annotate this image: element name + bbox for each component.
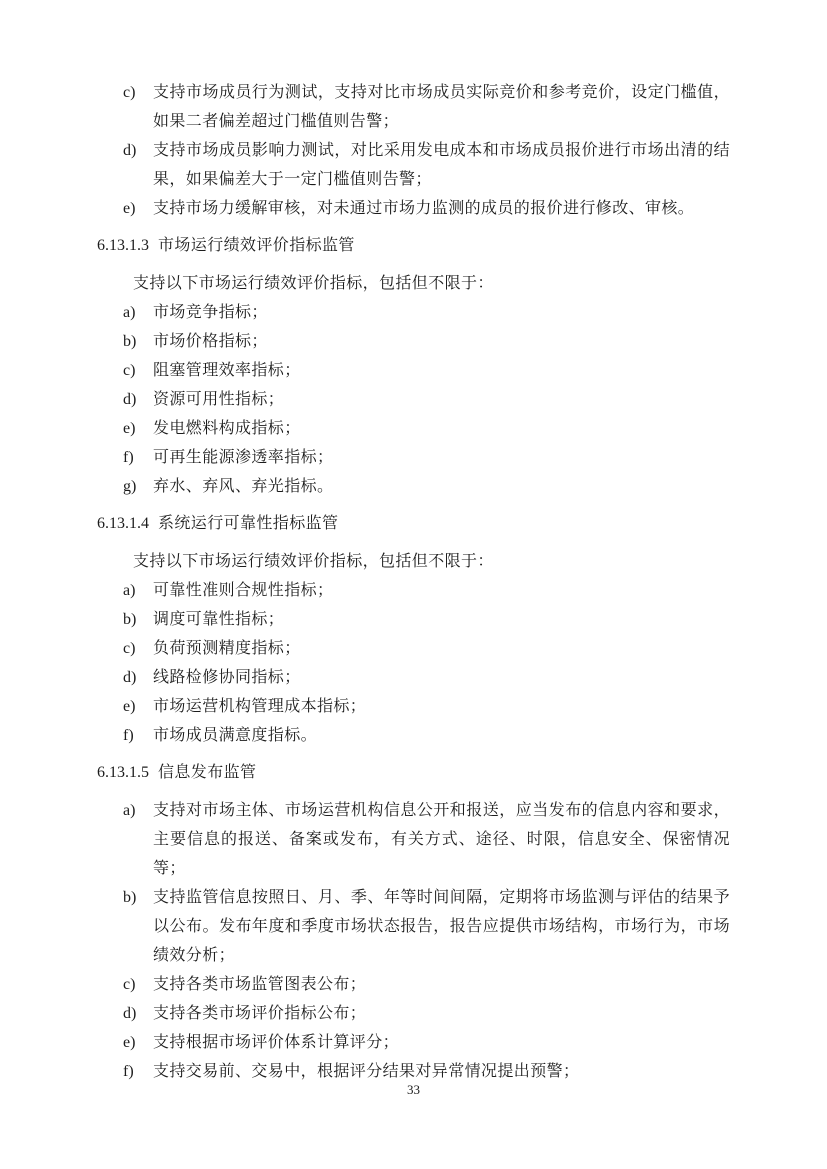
- list-item: [97, 472, 730, 501]
- list-item-text: 支持各类市场监管图表公布；: [153, 976, 367, 993]
- list-item: [97, 1028, 730, 1057]
- list-item: [97, 634, 730, 663]
- list-item-text: 市场价格指标；: [153, 333, 268, 350]
- list-item: [97, 414, 730, 443]
- list-item-marker: d): [123, 391, 137, 408]
- list-item: [97, 385, 730, 414]
- list-item-marker: e): [123, 698, 136, 715]
- list-item-marker: b): [123, 889, 137, 906]
- section-number: 6.13.1.5: [97, 764, 149, 781]
- section-number: 6.13.1.3: [97, 237, 149, 254]
- list-item-text: 支持各类市场评价指标公布；: [153, 1005, 367, 1022]
- list-item-marker: f): [123, 1063, 134, 1080]
- list-item-text: 发电燃料构成指标；: [153, 420, 301, 437]
- list-item-text: 支持市场成员行为测试，支持对比市场成员实际竞价和参考竞价，设定门槛值，如果二者偏差超过门槛值则告警；: [153, 84, 730, 130]
- list-item-text: 线路检修协同指标；: [153, 669, 301, 686]
- list-item-marker: e): [123, 200, 136, 217]
- list-item-marker: f): [123, 449, 134, 466]
- section-6-13-1-4: [97, 509, 730, 750]
- list-item-text: 弃水、弃风、弃光指标。: [153, 478, 334, 495]
- section-heading: [97, 231, 730, 260]
- list-item: [97, 194, 730, 223]
- list-item: [97, 576, 730, 605]
- page-content: [97, 78, 730, 1086]
- list-item-marker: b): [123, 611, 137, 628]
- list-item: [97, 663, 730, 692]
- list-item-marker: c): [123, 976, 136, 993]
- list-item-marker: f): [123, 727, 134, 744]
- list-item-marker: g): [123, 478, 137, 495]
- list-item-text: 负荷预测精度指标；: [153, 640, 301, 657]
- list-item-marker: c): [123, 84, 136, 101]
- list-item-text: 阻塞管理效率指标；: [153, 362, 301, 379]
- list-item: [97, 721, 730, 750]
- section-heading: [97, 758, 730, 787]
- list-item-text: 可再生能源渗透率指标；: [153, 449, 334, 466]
- list-item-marker: d): [123, 1005, 137, 1022]
- section-list: [97, 298, 730, 501]
- list-item-marker: b): [123, 333, 137, 350]
- list-item-text: 调度可靠性指标；: [153, 611, 285, 628]
- list-item: [97, 796, 730, 883]
- list-item-text: 支持市场力缓解审核，对未通过市场力监测的成员的报价进行修改、审核。: [153, 200, 695, 217]
- list-continued: [97, 78, 730, 223]
- list-item-marker: d): [123, 142, 137, 159]
- section-list: [97, 796, 730, 1086]
- list-item: [97, 605, 730, 634]
- list-item-marker: e): [123, 1034, 136, 1051]
- list-item-marker: a): [123, 802, 136, 819]
- list-item-marker: c): [123, 640, 136, 657]
- section-intro: 支持以下市场运行绩效评价指标，包括但不限于：: [133, 553, 494, 570]
- section-intro: 支持以下市场运行绩效评价指标，包括但不限于：: [133, 275, 494, 292]
- list-item-text: 资源可用性指标；: [153, 391, 285, 408]
- list-item-text: 市场运营机构管理成本指标；: [153, 698, 367, 715]
- list-item-text: 市场竞争指标；: [153, 304, 268, 321]
- list-item-marker: d): [123, 669, 137, 686]
- section-title: 系统运行可靠性指标监管: [158, 515, 339, 532]
- list-item-marker: a): [123, 304, 136, 321]
- list-item-text: 支持市场成员影响力测试，对比采用发电成本和市场成员报价进行市场出清的结果，如果偏差大于一定门槛值则告警；: [153, 142, 730, 188]
- list-item-marker: c): [123, 362, 136, 379]
- list-item-text: 支持交易前、交易中，根据评分结果对异常情况提出预警；: [153, 1063, 580, 1080]
- list-item: [97, 970, 730, 999]
- list-item: [97, 692, 730, 721]
- list-item-text: 市场成员满意度指标。: [153, 727, 318, 744]
- list-item: [97, 298, 730, 327]
- list-item: [97, 999, 730, 1028]
- list-item: [97, 443, 730, 472]
- section-6-13-1-5: [97, 758, 730, 1086]
- section-heading: [97, 509, 730, 538]
- section-number: 6.13.1.4: [97, 515, 149, 532]
- list-item-text: 支持根据市场评价体系计算评分；: [153, 1034, 400, 1051]
- list-item-text: 支持监管信息按照日、月、季、年等时间间隔，定期将市场监测与评估的结果予以公布。发布年度和季度市场状态报告，报告应提供市场结构，市场行为，市场绩效分析；: [153, 889, 730, 964]
- list-item: [97, 327, 730, 356]
- list-item-text: 可靠性准则合规性指标；: [153, 582, 334, 599]
- list-item: [97, 136, 730, 194]
- section-title: 市场运行绩效评价指标监管: [158, 237, 355, 254]
- list-item-text: 支持对市场主体、市场运营机构信息公开和报送，应当发布的信息内容和要求，主要信息的报送、备案或发布，有关方式、途径、时限，信息安全、保密情况等；: [153, 802, 730, 877]
- list-item: [97, 356, 730, 385]
- list-item: [97, 78, 730, 136]
- section-6-13-1-3: [97, 231, 730, 501]
- list-item-marker: e): [123, 420, 136, 437]
- section-title: 信息发布监管: [158, 764, 257, 781]
- section-list: [97, 576, 730, 750]
- list-item-marker: a): [123, 582, 136, 599]
- page-number: 33: [407, 1082, 420, 1097]
- list-item: [97, 883, 730, 970]
